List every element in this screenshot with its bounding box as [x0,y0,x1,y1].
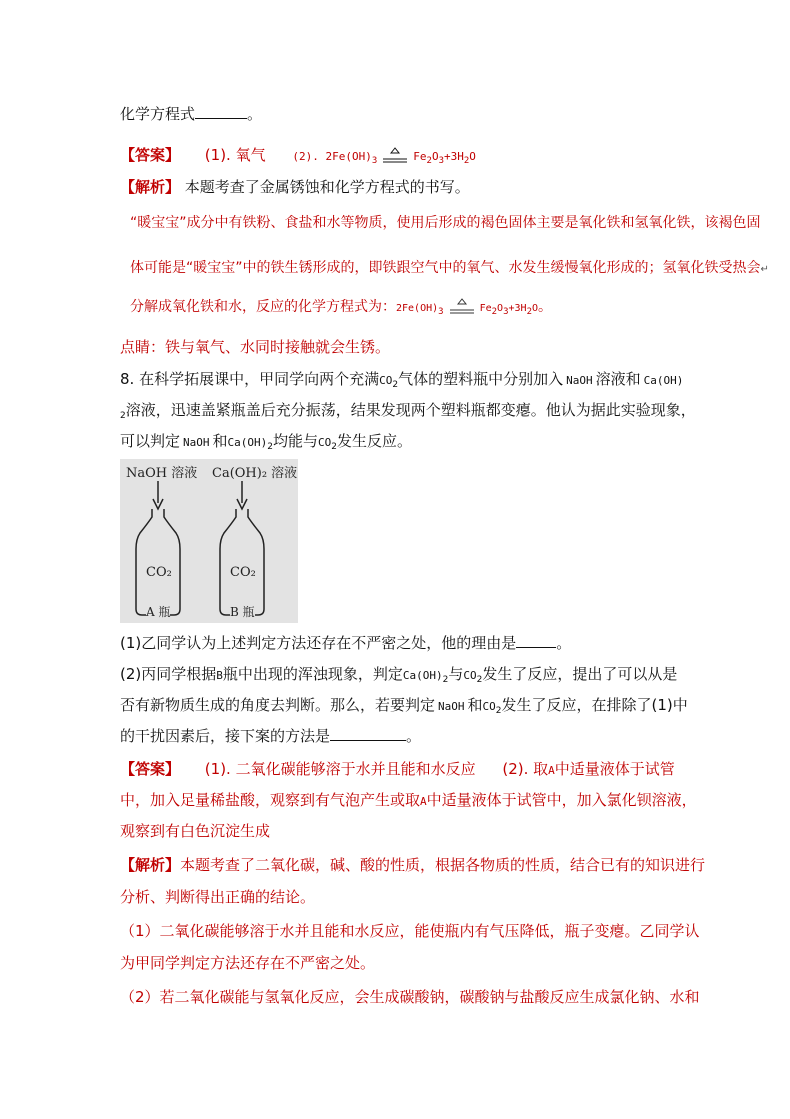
question-8-part-2-line-3: 的干扰因素后，接下案的方法是 。 [120,727,422,745]
answer-blank [516,633,556,648]
answer-2-line-3: 观察到有白色沉淀生成 [120,822,271,840]
analysis-paragraph-line-1: “暖宝宝”成分中有铁粉、食盐和水等物质，使用后形成的褐色固体主要是氧化铁和氢氧化铁，该褐色固 [130,215,761,231]
answer-tag: 【答案】 [120,146,181,164]
analysis-2-line-2: 分析、判断得出正确的结论。 [120,888,316,906]
question-8-line-3: 可以判定 NaOH 和$Ca(OH)_2$均能与$CO_2$发生反应。 [120,432,413,452]
question-8-part-2-line-2: 否有新物质生成的角度去判断。那么，若要判定 NaOH 和$CO_2$发生了反应，在排除了(1)中 [120,696,688,716]
analysis-tag: 【解析】 [120,856,181,874]
analysis-paragraph-line-2: 体可能是“暖宝宝”中的铁生锈形成的，即铁跟空气中的氧气、水发生缓慢氧化形成的；氢氧化铁受热会↵ [130,260,769,276]
top-line: 化学方程式 。 [120,105,263,123]
analysis-2-line-5: （2）若二氧化碳能与氢氧化反应，会生成碳酸钠，碳酸钠与盐酸反应生成氯化钠、水和 [120,988,700,1006]
bottle-b-label: B 瓶 [230,605,255,619]
question-8-line-2: $_2$溶液，迅速盖紧瓶盖后充分振荡，结果发现两个塑料瓶都变瘪。他认为据此实验现象， [120,401,696,421]
analysis-2-line-1: 【解析】本题考查了二氧化碳，碱、酸的性质，根据各物质的性质，结合已有的知识进行 [120,856,706,874]
question-8-part-1: (1)乙同学认为上述判定方法还存在不严密之处，他的理由是 。 [120,634,572,652]
bottle-figure [120,459,298,623]
question-8-line-1: 8. 在科学拓展课中，甲同学向两个充满$CO_2$气体的塑料瓶中分别加入 NaOH 溶液和 Ca(OH) [120,370,684,390]
answer-blank [195,104,247,119]
bottle-b-gas-label: CO₂ [230,565,256,580]
heat-equals-sign [444,298,480,318]
analysis-line [120,177,470,197]
answer-part1: (1). 氧气 [204,146,266,164]
bottle-a-gas-label: CO₂ [146,565,172,580]
answer-tag: 【答案】 [120,760,181,778]
hint-line: 点睛：铁与氧气、水同时接触就会生锈。 [120,338,391,356]
analysis-tag: 【解析】 [120,178,181,196]
question-8-part-2-line-1: (2)丙同学根据B瓶中出现的浑浊现象，判定$Ca(OH)_2$与$CO_2$发生了反应，提出了可以从是 [120,665,678,685]
analysis-2-line-4: 为甲同学判定方法还存在不严密之处。 [120,954,376,972]
answer-blank [330,726,406,741]
analysis-2-line-3: （1）二氧化碳能够溶于水并且能和水反应，能使瓶内有气压降低，瓶子变瘪。乙同学认 [120,922,700,940]
return-mark-icon: ↵ [760,264,769,275]
bottle-a-label: A 瓶 [146,605,171,619]
answer-line [120,145,476,167]
top-line-text: 化学方程式 [120,105,196,123]
answer-2-line-2: 中，加入足量稀盐酸，观察到有气泡产生或取A中适量液体于试管中，加入氯化钡溶液， [120,791,697,809]
analysis-paragraph-line-3: 分解成氧化铁和水，反应的化学方程式为：$2Fe(OH)_3$ $Fe_2O_3+3H_2O$。 [130,299,553,317]
answer-part2: (2). $2Fe(OH)_3$ $Fe_2O_3+3H_2O$ [292,150,476,163]
heat-equals-sign [377,147,413,167]
bottle-a-solution-label: NaOH 溶液 [126,466,198,481]
bottle-b-solution-label: Ca(OH)₂ 溶液 [212,466,298,481]
analysis-text: 本题考查了金属锈蚀和化学方程式的书写。 [184,178,470,196]
answer-2-line-1: 【答案】 (1). 二氧化碳能够溶于水并且能和水反应 (2). 取A中适量液体于试管 [120,760,675,778]
